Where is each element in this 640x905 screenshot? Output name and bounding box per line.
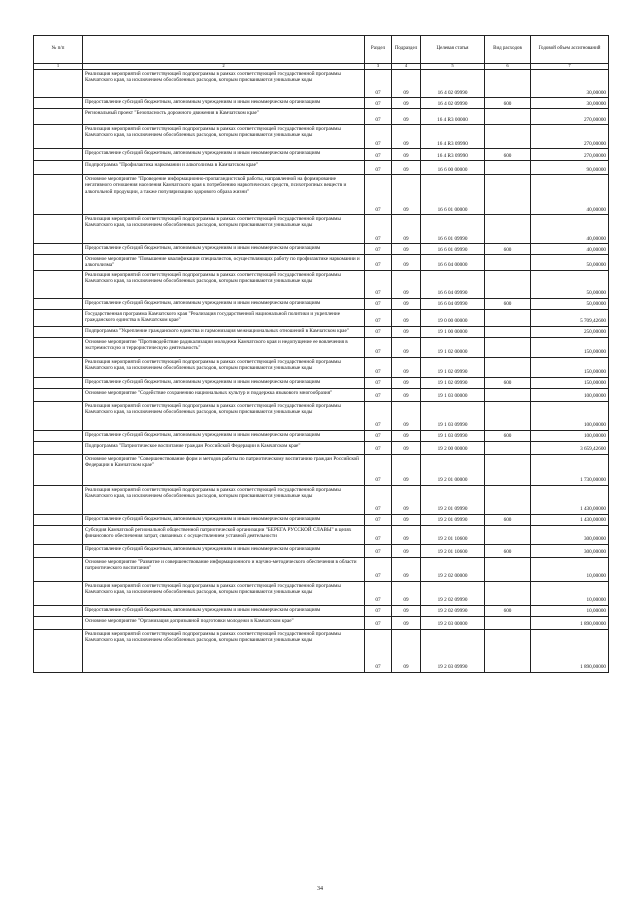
cell-name: Предоставление субсидий бюджетным, автономным учреждениям и иным некоммерческим организациям: [83, 149, 365, 161]
column-index: 5: [421, 64, 485, 70]
cell-podrazdel: 09: [392, 454, 421, 485]
cell-expense: [485, 401, 531, 430]
column-index: 1: [34, 64, 83, 70]
cell-target: 19 2 01 10600: [421, 525, 485, 544]
cell-num: [34, 616, 83, 629]
cell-podrazdel: 09: [392, 215, 421, 244]
table-row: [34, 629, 609, 672]
header-expense: Вид расходов: [485, 36, 531, 64]
cell-num: [34, 298, 83, 309]
cell-podrazdel: 09: [392, 175, 421, 215]
cell-target: 19 1 02 09990: [421, 357, 485, 377]
cell-name: Государственная программа Камчатского края "Реализация государственной национальной политики и укрепление гражданского единства в Камчатском крае": [83, 309, 365, 326]
cell-target: 16 6 04 09990: [421, 270, 485, 298]
cell-num: [34, 377, 83, 388]
cell-podrazdel: 09: [392, 244, 421, 255]
cell-razdel: 07: [365, 109, 392, 125]
column-index: 7: [531, 64, 609, 70]
cell-amount: 150,00000: [531, 337, 609, 357]
cell-razdel: 07: [365, 125, 392, 149]
cell-razdel: 07: [365, 309, 392, 326]
cell-target: 19 2 03 09990: [421, 629, 485, 672]
cell-amount: 1 890,00000: [531, 616, 609, 629]
table-row: [34, 441, 609, 454]
cell-num: [34, 629, 83, 672]
cell-expense: [485, 309, 531, 326]
table-row: [34, 388, 609, 401]
header-volume: Годовой объем ассигнований: [531, 36, 609, 64]
column-index: 6: [485, 64, 531, 70]
cell-podrazdel: 09: [392, 309, 421, 326]
cell-expense: 600: [485, 544, 531, 557]
table-row: [34, 401, 609, 430]
cell-amount: 5 709,42600: [531, 309, 609, 326]
cell-target: 19 2 01 09990: [421, 485, 485, 514]
cell-razdel: 07: [365, 377, 392, 388]
cell-amount: 40,00000: [531, 215, 609, 244]
cell-podrazdel: 09: [392, 616, 421, 629]
cell-razdel: 07: [365, 255, 392, 271]
table-row: [34, 337, 609, 357]
cell-name: Реализация мероприятий соответствующей подпрограммы в рамках соответствующей государственной программы Камчатского края, за исключением обособленных расходов, которым присваиваются уникальные коды: [83, 215, 365, 244]
column-index: 2: [83, 64, 365, 70]
table-row: [34, 357, 609, 377]
cell-razdel: 07: [365, 388, 392, 401]
table-row: [34, 309, 609, 326]
cell-name: Основное мероприятие "Противодействие радикализации молодежи Камчатского края и недопущение ее вовлечения в экстремистскую и террористическую деятельность": [83, 337, 365, 357]
cell-amount: 300,00000: [531, 544, 609, 557]
cell-num: [34, 441, 83, 454]
cell-expense: 600: [485, 514, 531, 525]
header-target: Целевая статья: [421, 36, 485, 64]
table-row: [34, 525, 609, 544]
table-row: [34, 215, 609, 244]
cell-podrazdel: 09: [392, 544, 421, 557]
cell-expense: [485, 215, 531, 244]
table-row: [34, 175, 609, 215]
cell-num: [34, 514, 83, 525]
cell-podrazdel: 09: [392, 514, 421, 525]
cell-podrazdel: 09: [392, 255, 421, 271]
cell-amount: 50,00000: [531, 298, 609, 309]
cell-amount: 150,00000: [531, 357, 609, 377]
cell-razdel: 07: [365, 270, 392, 298]
table-row: [34, 605, 609, 616]
table-row: [34, 581, 609, 605]
cell-expense: [485, 441, 531, 454]
cell-podrazdel: 09: [392, 298, 421, 309]
cell-amount: 300,00000: [531, 525, 609, 544]
cell-razdel: 07: [365, 485, 392, 514]
cell-target: 19 2 01 09990: [421, 514, 485, 525]
cell-name: Предоставление субсидий бюджетным, автономным учреждениям и иным некоммерческим организациям: [83, 98, 365, 109]
cell-podrazdel: 09: [392, 337, 421, 357]
cell-podrazdel: 09: [392, 441, 421, 454]
cell-target: 16 4 R3 09990: [421, 149, 485, 161]
table-row: [34, 377, 609, 388]
cell-name: Предоставление субсидий бюджетным, автономным учреждениям и иным некоммерческим организациям: [83, 544, 365, 557]
cell-razdel: 07: [365, 401, 392, 430]
cell-podrazdel: 09: [392, 161, 421, 175]
cell-razdel: 07: [365, 98, 392, 109]
header-podrazdel: Подраздел: [392, 36, 421, 64]
cell-podrazdel: 09: [392, 525, 421, 544]
cell-expense: 600: [485, 298, 531, 309]
cell-razdel: 07: [365, 629, 392, 672]
cell-expense: [485, 70, 531, 98]
cell-razdel: 07: [365, 616, 392, 629]
cell-target: 19 1 00 00000: [421, 326, 485, 337]
cell-num: [34, 244, 83, 255]
cell-num: [34, 401, 83, 430]
cell-num: [34, 270, 83, 298]
table-row: [34, 544, 609, 557]
cell-target: 19 2 02 09990: [421, 605, 485, 616]
cell-expense: [485, 388, 531, 401]
cell-amount: 10,00000: [531, 557, 609, 581]
cell-target: 16 4 02 09990: [421, 98, 485, 109]
cell-expense: 600: [485, 430, 531, 441]
cell-name: Реализация мероприятий соответствующей подпрограммы в рамках соответствующей государственной программы Камчатского края, за исключением обособленных расходов, которым присваиваются уникальные коды: [83, 70, 365, 98]
cell-expense: [485, 485, 531, 514]
cell-target: 19 1 02 09990: [421, 377, 485, 388]
cell-name: Подпрограмма "Патриотическое воспитание граждан Российской Федерации в Камчатском крае": [83, 441, 365, 454]
cell-amount: 1 430,00000: [531, 514, 609, 525]
cell-razdel: 07: [365, 430, 392, 441]
cell-name: Основное мероприятие "Развитие и совершенствование информационного и научно-методического обеспечения в области патриотического воспитания": [83, 557, 365, 581]
cell-expense: [485, 175, 531, 215]
cell-name: Подпрограмма "Профилактика наркомании и алкоголизма в Камчатском крае": [83, 161, 365, 175]
cell-num: [34, 149, 83, 161]
table-row: [34, 270, 609, 298]
cell-razdel: 07: [365, 298, 392, 309]
cell-target: 19 1 03 09990: [421, 430, 485, 441]
cell-target: 16 4 R3 00000: [421, 109, 485, 125]
cell-amount: 10,00000: [531, 605, 609, 616]
cell-num: [34, 485, 83, 514]
cell-name: Основное мероприятие "Организация допризывной подготовки молодежи в Камчатском крае": [83, 616, 365, 629]
cell-name: Реализация мероприятий соответствующей подпрограммы в рамках соответствующей государственной программы Камчатского края, за исключением обособленных расходов, которым присваиваются уникальные коды: [83, 357, 365, 377]
cell-target: 16 4 R3 09990: [421, 125, 485, 149]
cell-razdel: 07: [365, 215, 392, 244]
cell-target: 19 1 03 09990: [421, 401, 485, 430]
cell-amount: 3 659,42600: [531, 441, 609, 454]
cell-expense: 600: [485, 244, 531, 255]
cell-podrazdel: 09: [392, 401, 421, 430]
cell-target: 19 2 03 00000: [421, 616, 485, 629]
cell-amount: 150,00000: [531, 377, 609, 388]
table-row: [34, 149, 609, 161]
cell-expense: [485, 125, 531, 149]
cell-razdel: 07: [365, 441, 392, 454]
cell-num: [34, 357, 83, 377]
table-row: [34, 430, 609, 441]
cell-amount: 1 430,00000: [531, 485, 609, 514]
cell-name: Реализация мероприятий соответствующей подпрограммы в рамках соответствующей государственной программы Камчатского края, за исключением обособленных расходов, которым присваиваются уникальные коды: [83, 401, 365, 430]
column-index: 4: [392, 64, 421, 70]
cell-num: [34, 605, 83, 616]
table-row: [34, 454, 609, 485]
cell-expense: [485, 326, 531, 337]
cell-expense: [485, 109, 531, 125]
cell-razdel: 07: [365, 326, 392, 337]
table-header-row: [34, 36, 609, 64]
cell-razdel: 07: [365, 70, 392, 98]
table-row: [34, 255, 609, 271]
cell-amount: 1 730,00000: [531, 454, 609, 485]
table-row: [34, 616, 609, 629]
cell-expense: 600: [485, 98, 531, 109]
cell-expense: [485, 337, 531, 357]
cell-target: 19 0 00 00000: [421, 309, 485, 326]
cell-name: Подпрограмма "Укрепление гражданского единства и гармонизация межнациональных отношений в Камчатском крае": [83, 326, 365, 337]
cell-razdel: 07: [365, 544, 392, 557]
cell-expense: [485, 357, 531, 377]
cell-expense: [485, 629, 531, 672]
cell-expense: [485, 525, 531, 544]
cell-expense: [485, 454, 531, 485]
cell-razdel: 07: [365, 149, 392, 161]
table-body: [34, 70, 609, 673]
cell-name: Предоставление субсидий бюджетным, автономным учреждениям и иным некоммерческим организациям: [83, 514, 365, 525]
cell-target: 19 2 01 00000: [421, 454, 485, 485]
cell-podrazdel: 09: [392, 125, 421, 149]
cell-podrazdel: 09: [392, 605, 421, 616]
table-row: [34, 557, 609, 581]
cell-name: Предоставление субсидий бюджетным, автономным учреждениям и иным некоммерческим организациям: [83, 244, 365, 255]
cell-razdel: 07: [365, 514, 392, 525]
cell-amount: 10,00000: [531, 581, 609, 605]
cell-name: Предоставление субсидий бюджетным, автономным учреждениям и иным некоммерческим организациям: [83, 605, 365, 616]
cell-amount: 30,00000: [531, 98, 609, 109]
cell-razdel: 07: [365, 605, 392, 616]
cell-num: [34, 430, 83, 441]
cell-num: [34, 98, 83, 109]
cell-podrazdel: 09: [392, 70, 421, 98]
cell-razdel: 07: [365, 357, 392, 377]
cell-razdel: 07: [365, 161, 392, 175]
cell-razdel: 07: [365, 581, 392, 605]
cell-name: Реализация мероприятий соответствующей подпрограммы в рамках соответствующей государственной программы Камчатского края, за исключением обособленных расходов, которым присваиваются уникальные коды: [83, 629, 365, 672]
cell-name: Региональный проект "Безопасность дорожного движения в Камчатском крае": [83, 109, 365, 125]
cell-target: 16 6 00 00000: [421, 161, 485, 175]
cell-podrazdel: 09: [392, 357, 421, 377]
cell-num: [34, 255, 83, 271]
cell-target: 19 1 02 00000: [421, 337, 485, 357]
table-row: [34, 244, 609, 255]
table-row: [34, 98, 609, 109]
header-razdel: Раздел: [365, 36, 392, 64]
cell-amount: 40,00000: [531, 175, 609, 215]
cell-num: [34, 70, 83, 98]
cell-podrazdel: 09: [392, 430, 421, 441]
cell-amount: 40,00000: [531, 244, 609, 255]
cell-num: [34, 337, 83, 357]
cell-num: [34, 544, 83, 557]
cell-razdel: 07: [365, 525, 392, 544]
cell-podrazdel: 09: [392, 149, 421, 161]
cell-num: [34, 161, 83, 175]
cell-razdel: 07: [365, 244, 392, 255]
cell-expense: [485, 161, 531, 175]
cell-podrazdel: 09: [392, 388, 421, 401]
cell-amount: 100,00000: [531, 401, 609, 430]
table-row: [34, 125, 609, 149]
cell-num: [34, 557, 83, 581]
table-row: [34, 161, 609, 175]
cell-amount: 30,00000: [531, 70, 609, 98]
cell-name: Субсидия Камчатской региональной общественной патриотической организации "БЕРЕГА РУССКОЙ СЛАВЫ" в целях финансового обеспечения затрат, связанных с осуществлением уставной деятельности: [83, 525, 365, 544]
cell-target: 16 6 01 09990: [421, 215, 485, 244]
cell-amount: 270,00000: [531, 125, 609, 149]
cell-amount: 50,00000: [531, 255, 609, 271]
cell-num: [34, 175, 83, 215]
cell-name: Предоставление субсидий бюджетным, автономным учреждениям и иным некоммерческим организациям: [83, 430, 365, 441]
cell-name: Реализация мероприятий соответствующей подпрограммы в рамках соответствующей государственной программы Камчатского края, за исключением обособленных расходов, которым присваиваются уникальные коды: [83, 485, 365, 514]
cell-expense: 600: [485, 149, 531, 161]
table-row: [34, 298, 609, 309]
cell-name: Реализация мероприятий соответствующей подпрограммы в рамках соответствующей государственной программы Камчатского края, за исключением обособленных расходов, которым присваиваются уникальные коды: [83, 270, 365, 298]
table-row: [34, 70, 609, 98]
cell-num: [34, 388, 83, 401]
cell-target: 16 6 01 09990: [421, 244, 485, 255]
cell-num: [34, 581, 83, 605]
budget-table: [33, 35, 609, 673]
cell-num: [34, 109, 83, 125]
cell-name: Предоставление субсидий бюджетным, автономным учреждениям и иным некоммерческим организациям: [83, 298, 365, 309]
cell-amount: 250,00000: [531, 326, 609, 337]
cell-name: Основное мероприятие "Содействие сохранению национальных культур и поддержка языкового многообразия": [83, 388, 365, 401]
cell-podrazdel: 09: [392, 485, 421, 514]
cell-target: 16 6 01 00000: [421, 175, 485, 215]
cell-razdel: 07: [365, 557, 392, 581]
cell-amount: 1 890,00000: [531, 629, 609, 672]
budget-table-sheet: [33, 35, 608, 673]
cell-razdel: 07: [365, 175, 392, 215]
cell-amount: 100,00000: [531, 430, 609, 441]
cell-amount: 100,00000: [531, 388, 609, 401]
cell-expense: 600: [485, 605, 531, 616]
cell-num: [34, 125, 83, 149]
cell-expense: [485, 581, 531, 605]
cell-podrazdel: 09: [392, 629, 421, 672]
cell-podrazdel: 09: [392, 557, 421, 581]
cell-num: [34, 326, 83, 337]
cell-name: Реализация мероприятий соответствующей подпрограммы в рамках соответствующей государственной программы Камчатского края, за исключением обособленных расходов, которым присваиваются уникальные коды: [83, 581, 365, 605]
cell-podrazdel: 09: [392, 109, 421, 125]
cell-num: [34, 454, 83, 485]
column-index: 3: [365, 64, 392, 70]
cell-target: 19 2 00 00000: [421, 441, 485, 454]
page-number: 34: [317, 886, 323, 892]
cell-target: 19 2 02 09990: [421, 581, 485, 605]
cell-podrazdel: 09: [392, 581, 421, 605]
cell-num: [34, 309, 83, 326]
cell-name: Предоставление субсидий бюджетным, автономным учреждениям и иным некоммерческим организациям: [83, 377, 365, 388]
table-row: [34, 485, 609, 514]
cell-amount: 270,00000: [531, 149, 609, 161]
cell-name: Основное мероприятие "Проведение информационно-пропагандистской работы, направленной на формирование негативного отношения населения Камчатского края к потреблению наркотических средств, психотропных веществ и алкогольной продукции, а также популяризацию здорового образа жизни": [83, 175, 365, 215]
header-num: № п/п: [34, 36, 83, 64]
cell-target: 19 1 03 00000: [421, 388, 485, 401]
cell-amount: 90,00000: [531, 161, 609, 175]
cell-podrazdel: 09: [392, 270, 421, 298]
cell-expense: [485, 270, 531, 298]
cell-amount: 50,00000: [531, 270, 609, 298]
cell-podrazdel: 09: [392, 98, 421, 109]
table-row: [34, 109, 609, 125]
cell-expense: [485, 616, 531, 629]
cell-target: 19 2 01 10600: [421, 544, 485, 557]
cell-podrazdel: 09: [392, 377, 421, 388]
cell-target: 16 6 04 09990: [421, 298, 485, 309]
table-row: [34, 326, 609, 337]
cell-target: 16 6 04 00000: [421, 255, 485, 271]
cell-expense: [485, 255, 531, 271]
cell-name: Основное мероприятие "Повышение квалификации специалистов, осуществляющих работу по профилактике наркомании и алкоголизма": [83, 255, 365, 271]
table-row: [34, 514, 609, 525]
cell-target: 16 4 02 09990: [421, 70, 485, 98]
cell-expense: [485, 557, 531, 581]
cell-podrazdel: 09: [392, 326, 421, 337]
cell-target: 19 2 02 00000: [421, 557, 485, 581]
cell-razdel: 07: [365, 454, 392, 485]
cell-razdel: 07: [365, 337, 392, 357]
cell-name: Основное мероприятие "Совершенствование форм и методов работы по патриотическому воспитанию граждан Российской Федерации в Камчатском крае": [83, 454, 365, 485]
cell-amount: 270,00000: [531, 109, 609, 125]
header-name: [83, 36, 365, 64]
cell-num: [34, 215, 83, 244]
cell-num: [34, 525, 83, 544]
cell-expense: 600: [485, 377, 531, 388]
cell-name: Реализация мероприятий соответствующей подпрограммы в рамках соответствующей государственной программы Камчатского края, за исключением обособленных расходов, которым присваиваются уникальные коды: [83, 125, 365, 149]
